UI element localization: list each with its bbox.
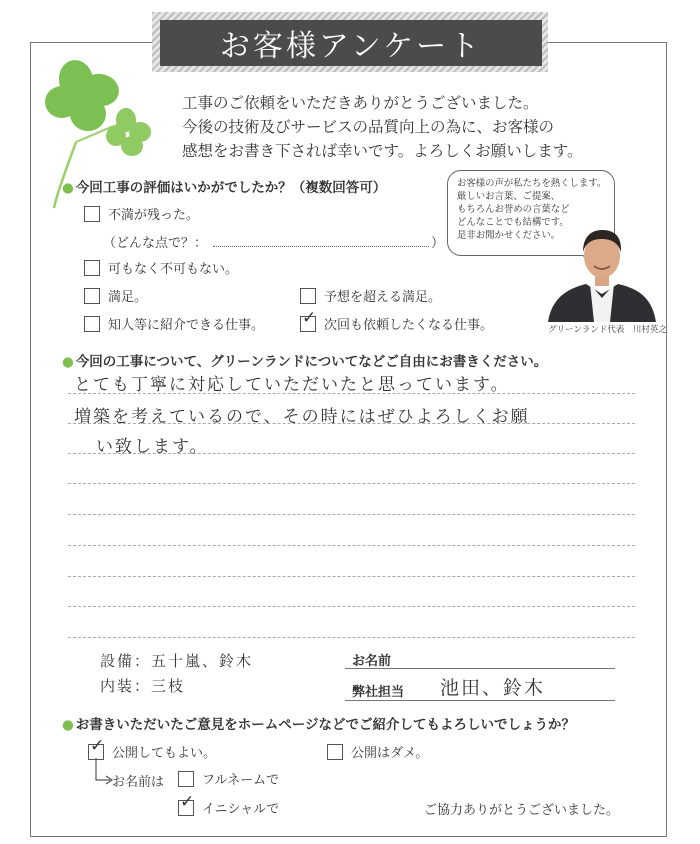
intro-line: 工事のご依頼をいただきありがとうございました。 [182, 94, 539, 112]
q1-option-exceeded[interactable] [300, 286, 441, 305]
checkbox[interactable] [84, 260, 100, 276]
option-label: イニシャルで [202, 802, 280, 817]
rep-input-line[interactable] [345, 700, 615, 701]
name-label: お名前 [352, 654, 392, 669]
writing-line [68, 576, 635, 577]
checkbox[interactable] [300, 288, 316, 304]
writing-line [68, 483, 635, 484]
q1-option-satisfied[interactable] [84, 286, 147, 305]
option-label: フルネームで [202, 773, 280, 788]
answer-line: 増築を考えているので、その時にはぜひよろしくお願 [74, 407, 530, 427]
option-label: 知人等に紹介できる仕事。 [108, 318, 265, 333]
q3-heading-text: お書きいただいたご意見をホームページなどでご紹介してもよろしいでしょうか？ [75, 717, 576, 733]
checkbox[interactable] [178, 771, 194, 787]
option-label: 公開してもよい。 [112, 746, 217, 761]
bubble-line: お客様の声が私たちを熱くします。 [457, 178, 607, 189]
checkbox[interactable] [300, 307, 317, 332]
option-label: 公開はダメ。 [351, 746, 429, 761]
answer-line: とても丁寧に対応していただいたと思っています。 [74, 375, 510, 395]
answer-line: い致します。 [96, 437, 209, 457]
checkbox[interactable] [84, 206, 100, 222]
writing-line [68, 606, 635, 607]
check-mark-icon: ✓ [180, 791, 195, 812]
q3-heading: ● お書きいただいたご意見をホームページなどでご紹介してもよろしいでしょうか？ [62, 717, 576, 733]
rep-label: 弊社担当 [352, 685, 405, 700]
checkbox[interactable] [178, 791, 195, 816]
bubble-line: もちろんお誉めの言葉など [457, 204, 570, 215]
writing-line [68, 637, 635, 638]
q1-option-neutral[interactable] [84, 258, 238, 277]
option-label: 満足。 [108, 290, 148, 305]
checkbox[interactable] [84, 288, 100, 304]
representative-caption: グリーンランド代表 川村英之 [548, 325, 667, 335]
q1-option-repeat[interactable] [300, 307, 494, 333]
checkbox[interactable] [327, 744, 343, 760]
q1-option-dissatisfied[interactable] [84, 204, 199, 223]
initials-option[interactable] [178, 791, 280, 817]
fullname-option[interactable] [178, 769, 279, 788]
staff-equipment: 設備：五十嵐、鈴木 [100, 652, 254, 670]
bubble-line: 是非お聞かせください。 [457, 230, 561, 241]
option-label: 可もなく不可もない。 [108, 262, 239, 277]
name-input-line[interactable] [345, 668, 615, 669]
staff-interior: 内装：三枝 [100, 677, 186, 695]
intro-line: 今後の技術及びサービスの品質向上の為に、お客様の [182, 118, 555, 136]
q1-option-recommend[interactable] [84, 314, 264, 333]
option-label: 次回も依頼したくなる仕事。 [324, 318, 494, 333]
writing-line [68, 545, 635, 546]
thanks-text: ご協力ありがとうございました。 [424, 803, 620, 818]
check-mark-icon: ✓ [90, 735, 105, 756]
detail-input-line[interactable] [213, 246, 429, 247]
bubble-line: どんなことでも結構です。 [457, 217, 569, 228]
intro-text [182, 91, 583, 163]
page-title: お客様アンケート [160, 20, 542, 66]
checkbox[interactable] [84, 316, 100, 332]
intro-line: 感想をお書き下されば幸いです。よろしくお願いします。 [182, 142, 583, 160]
q2-heading: ● 今回の工事について、グリーンランドについてなどご自由にお書きください。 [62, 354, 548, 370]
q2-heading-text: 今回の工事について、グリーンランドについてなどご自由にお書きください。 [75, 354, 548, 370]
option-label: 予想を超える満足。 [324, 290, 442, 305]
name-is-label: お名前は [112, 775, 165, 790]
publish-no-option[interactable] [327, 742, 428, 761]
check-mark-icon: ✓ [302, 307, 317, 328]
detail-close: ） [431, 236, 445, 251]
q1-heading: ● 今回工事の評価はいかがでしたか？（複数回答可） [62, 180, 387, 196]
writing-line [68, 514, 635, 515]
option-label: 不満が残った。 [108, 208, 200, 223]
q1-heading-text: 今回工事の評価はいかがでしたか？（複数回答可） [75, 180, 387, 196]
portrait-photo [546, 218, 658, 322]
rep-value: 池田、鈴木 [440, 677, 546, 699]
detail-prompt: （どんな点で？： [103, 236, 208, 251]
bubble-line: 厳しいお言葉、ご提案、 [457, 191, 561, 202]
